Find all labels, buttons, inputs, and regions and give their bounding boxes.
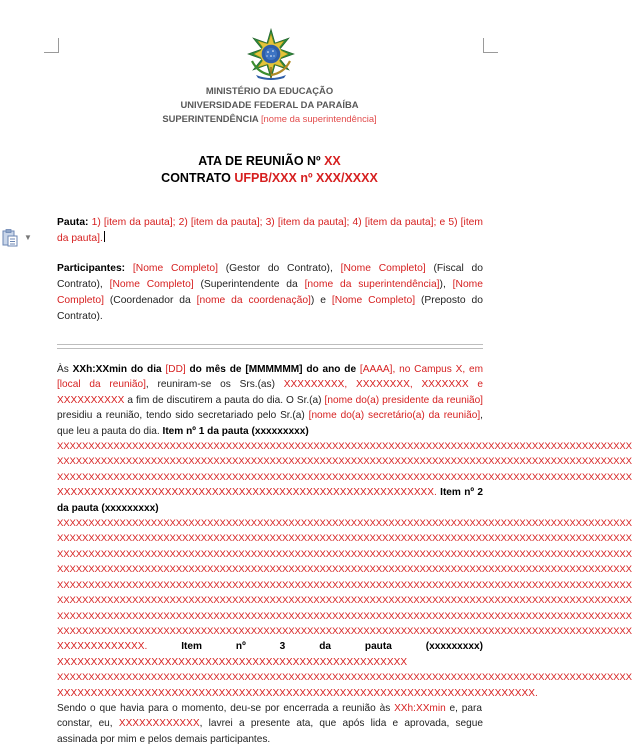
crop-mark-top-left xyxy=(44,38,59,53)
item-2-text-line: XXXXXXXXXXXXXXXXXXXXXXXXXXXXXXXXXXXXXXXXXXXXXXXXXXXXXXXXXXXXXXXXXXXXXXXXXXXXXXXXXXXXXXXXXXXX xyxy=(57,610,632,622)
item-3-text-line: XXXXXXXXXXXXXXXXXXXXXXXXXXXXXXXXXXXXXXXXXXXXXXXXXXXXXXXXXXXXXXXXXXXXXXXXXXXXXXXXXXXXXXXXXXXX xyxy=(57,672,632,684)
participant-3-unit: [nome da superintendência] xyxy=(304,278,440,290)
item-3-code: (xxxxxxxxx) xyxy=(425,641,483,653)
item-1-code: (xxxxxxxxx) xyxy=(251,425,309,437)
participants-paragraph[interactable] xyxy=(57,261,483,325)
item-2-text-line: XXXXXXXXXXXXXXXXXXXXXXXXXXXXXXXXXXXXXXXXXXXXXXXXXXXXXXXXXXXXXXXXXXXXXXXXXXXXXXXXXXXXXXXXXXXX xyxy=(57,579,632,591)
body-read-agenda: , que leu a pauta do dia. xyxy=(57,410,483,437)
meeting-time: XXh:XXmin xyxy=(72,364,128,375)
item-3-label: Item nº 3 da pauta xyxy=(181,641,392,653)
item-3-text-end: XXXXXXXXXXXXXXXXXXXXXXXXXXXXXXXXXXXXXXXXXXXXXXXXXXXXXXXXXXXXXXXXXXXXXXX. xyxy=(57,687,538,699)
superintendence-placeholder: [nome da superintendência] xyxy=(260,113,377,124)
item-2-text-line: XXXXXXXXXXXXXXXXXXXXXXXXXXXXXXXXXXXXXXXXXXXXXXXXXXXXXXXXXXXXXXXXXXXXXXXXXXXXXXXXXXXXXXXXXXXX xyxy=(57,564,632,576)
item-1-text-line: XXXXXXXXXXXXXXXXXXXXXXXXXXXXXXXXXXXXXXXXXXXXXXXXXXXXXXXXXXXXXXXXXXXXXXXXXXXXXXXXXXXXXXXXXXXX xyxy=(57,456,632,468)
contract-prefix: CONTRATO xyxy=(161,171,235,185)
body-month-label: do mês de xyxy=(185,364,246,375)
coat-of-arms-emblem xyxy=(244,27,298,81)
item-2-text-line: XXXXXXXXXXXXXXXXXXXXXXXXXXXXXXXXXXXXXXXXXXXXXXXXXXXXXXXXXXXXXXXXXXXXXXXXXXXXXXXXXXXXXXXXXXXX xyxy=(57,595,632,607)
meeting-year: [AAAA] xyxy=(359,364,393,375)
participant-2-name: [Nome Completo] xyxy=(340,263,426,274)
body-purpose: a fim de discutirem a pauta do dia. O Sr.(a) xyxy=(124,394,325,406)
item-2-label: Item nº 2 da pauta xyxy=(57,487,483,514)
agenda-items: 1) [item da pauta]; 2) [item da pauta]; 3) [item da pauta]; 4) [item da pauta]; e 5) [item da pauta]. xyxy=(57,217,483,244)
item-1-text-line: XXXXXXXXXXXXXXXXXXXXXXXXXXXXXXXXXXXXXXXXXXXXXXXXXXXXXXXXXXXXXXXXXXXXXXXXXXXXXXXXXXXXXXXXXXXX xyxy=(57,471,632,483)
participant-2-role: (Fiscal do Contrato), xyxy=(57,263,483,290)
header-university: UNIVERSIDADE FEDERAL DA PARAÍBA xyxy=(180,99,359,110)
section-divider-2 xyxy=(57,348,483,349)
title-prefix: ATA DE REUNIÃO Nº xyxy=(198,154,325,168)
agenda-label: Pauta: xyxy=(57,217,89,228)
section-divider xyxy=(57,344,483,345)
participant-4-name: [Nome Completo] xyxy=(57,278,483,306)
body-presided: presidiu a reunião, tendo sido secretariado pelo Sr.(a) xyxy=(57,410,309,422)
item-1-text-end: XXXXXXXXXXXXXXXXXXXXXXXXXXXXXXXXXXXXXXXXXXXXXXXXXXXXXXXX. xyxy=(57,487,437,499)
item-2-text-end: XXXXXXXXXXXXX. xyxy=(57,641,148,653)
body-closing: Sendo o que havia para o momento, deu-se por encerrada a reunião às xyxy=(57,702,395,714)
participant-4-role-end: ) e xyxy=(310,294,332,306)
meeting-location: , no Campus X, em [local da reunião] xyxy=(57,364,483,391)
agenda-paragraph[interactable] xyxy=(57,215,483,247)
secretary-name: [nome do(a) secretário(a) da reunião] xyxy=(308,410,481,422)
closing-time: XXh:XXmin xyxy=(394,702,446,714)
item-2-code: (xxxxxxxxx) xyxy=(101,502,159,514)
item-2-text-line: XXXXXXXXXXXXXXXXXXXXXXXXXXXXXXXXXXXXXXXXXXXXXXXXXXXXXXXXXXXXXXXXXXXXXXXXXXXXXXXXXXXXXXXXXXXX xyxy=(57,533,632,545)
body-attendance: , reuniram-se os Srs.(as) xyxy=(145,379,284,391)
item-3-text-start: XXXXXXXXXXXXXXXXXXXXXXXXXXXXXXXXXXXXXXXXXXXXXXXXXXXX xyxy=(57,656,408,668)
body-day-label: do dia xyxy=(127,364,166,375)
writer-name: XXXXXXXXXXXX xyxy=(118,718,200,730)
text-cursor xyxy=(104,231,105,242)
title-number: XX xyxy=(324,154,341,168)
participants-label: Participantes: xyxy=(57,263,126,274)
body-signature-note: , lavrei a presente ata, que após lida e aprovada, segue assinada por mim e pelos demais participantes. xyxy=(57,718,483,745)
contract-number: UFPB/XXX nº XXX/XXXX xyxy=(234,171,378,185)
paste-options-dropdown-icon[interactable]: ▼ xyxy=(24,233,32,242)
body-to-record: e, para constar, eu, xyxy=(57,702,482,730)
participant-1-name: [Nome Completo] xyxy=(132,263,218,274)
president-name: [nome do(a) presidente da reunião] xyxy=(324,394,483,406)
header-superintendence-label: SUPERINTENDÊNCIA xyxy=(162,113,261,124)
item-2-text-line: XXXXXXXXXXXXXXXXXXXXXXXXXXXXXXXXXXXXXXXXXXXXXXXXXXXXXXXXXXXXXXXXXXXXXXXXXXXXXXXXXXXXXXXXXXXX xyxy=(57,548,632,560)
paste-options-icon[interactable] xyxy=(2,229,18,247)
participant-1-role: (Gestor do Contrato), xyxy=(217,263,341,274)
participant-4-unit: [nome da coordenação] xyxy=(196,294,311,306)
participant-5-name: [Nome Completo] xyxy=(331,294,416,306)
participant-3-role: (Superintendente da xyxy=(193,278,305,290)
crop-mark-top-right xyxy=(483,38,498,53)
meeting-day: [DD] xyxy=(165,364,186,375)
item-2-text-line: XXXXXXXXXXXXXXXXXXXXXXXXXXXXXXXXXXXXXXXXXXXXXXXXXXXXXXXXXXXXXXXXXXXXXXXXXXXXXXXXXXXXXXXXXXXX xyxy=(57,518,632,530)
contract-title xyxy=(0,170,539,187)
item-2-text-line: XXXXXXXXXXXXXXXXXXXXXXXXXXXXXXXXXXXXXXXXXXXXXXXXXXXXXXXXXXXXXXXXXXXXXXXXXXXXXXXXXXXXXXXXXXXX xyxy=(57,625,632,637)
participant-4-role: (Coordenador da xyxy=(103,294,197,306)
minutes-body[interactable] xyxy=(57,362,632,747)
attendee-names: XXXXXXXXX, XXXXXXXX, XXXXXXX e XXXXXXXXXX xyxy=(57,379,483,406)
participant-3-name: [Nome Completo] xyxy=(109,278,194,290)
body-intro: Às xyxy=(57,364,73,375)
item-1-text-line: XXXXXXXXXXXXXXXXXXXXXXXXXXXXXXXXXXXXXXXXXXXXXXXXXXXXXXXXXXXXXXXXXXXXXXXXXXXXXXXXXXXXXXXXXXXX xyxy=(57,441,632,453)
document-title xyxy=(0,153,539,170)
body-year-label: do ano de xyxy=(302,364,360,375)
participant-5-role: (Preposto do Contrato). xyxy=(57,294,483,322)
item-1-label: Item nº 1 da pauta xyxy=(162,425,249,437)
meeting-month: [MMMMMM] xyxy=(245,364,303,375)
header-superintendence xyxy=(0,112,539,125)
participant-3-role-end: ), xyxy=(439,278,453,290)
header-ministry: MINISTÉRIO DA EDUCAÇÃO xyxy=(205,85,334,96)
